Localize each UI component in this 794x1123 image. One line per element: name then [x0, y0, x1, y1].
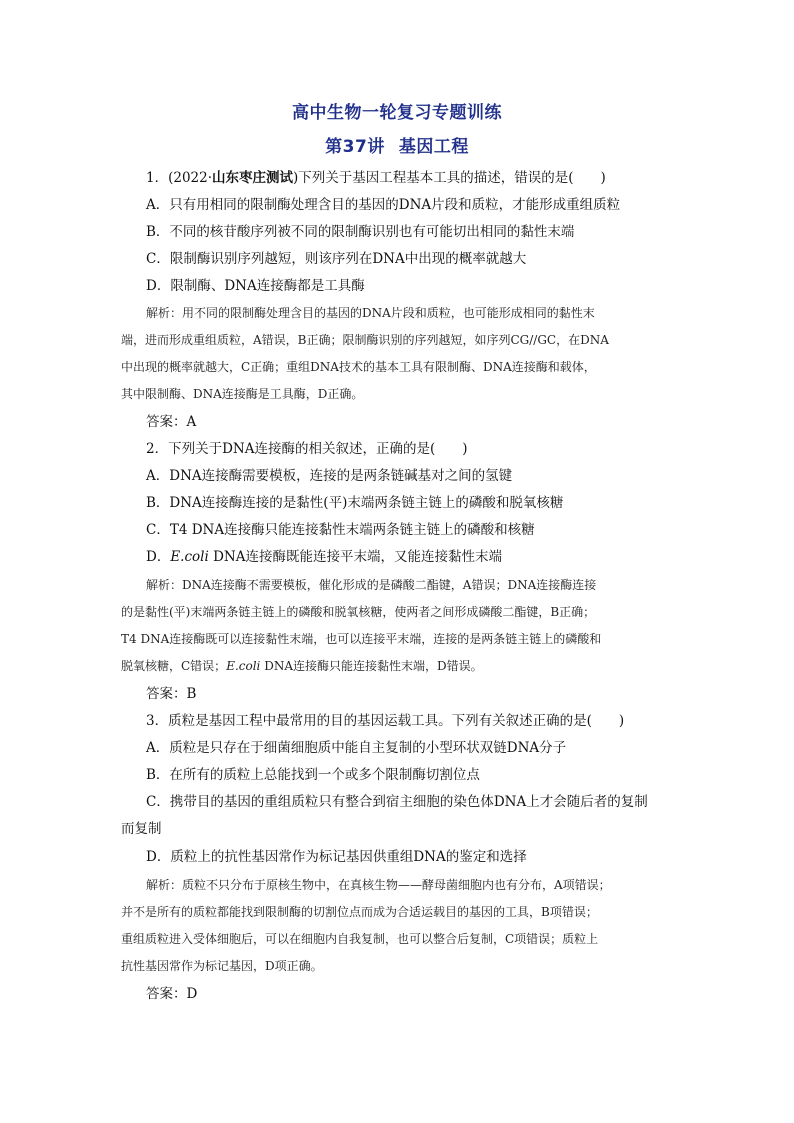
q1-stem-prefix: 1．(2022· — [146, 170, 213, 186]
q2-explanation-line: T4 DNA连接酶既可以连接黏性末端，也可以连接平末端，连接的是两条链主链上的磷酸和 — [121, 632, 602, 646]
q2-explanation-line: 的是黏性(平)末端两条链主链上的磷酸和脱氧核糖，使两者之间形成磷酸二酯键，B正确； — [121, 605, 596, 619]
q3-explanation-line: 抗性基因常作为标记基因，D项正确。 — [121, 959, 323, 973]
q2-explanation-line: 解析：DNA连接酶不需要模板，催化形成的是磷酸二酯键，A错误；DNA连接酶连接 — [146, 578, 597, 592]
q1-option-a: A．只有用相同的限制酶处理含目的基因的DNA片段和质粒，才能形成重组质粒 — [146, 197, 621, 213]
q3-option-b: B．在所有的质粒上总能找到一个或多个限制酶切割位点 — [146, 767, 480, 783]
q2-option-d-rest: DNA连接酶既能连接平末端，又能连接黏性末端 — [208, 549, 502, 565]
lecture-name: 基因工程 — [398, 137, 469, 157]
q2-exp-last-prefix: 脱氧核糖，C错误； — [121, 659, 227, 673]
q2-answer: 答案：B — [146, 686, 197, 702]
q2-option-b: B．DNA连接酶连接的是黏性(平)末端两条链主链上的磷酸和脱氧核糖 — [146, 495, 564, 511]
q2-option-d — [146, 548, 502, 566]
q2-exp-last-rest: DNA连接酶只能连接黏性末端，D错误。 — [260, 659, 483, 673]
q3-option-c-continued: 而复制 — [121, 821, 162, 837]
lecture-title — [0, 132, 794, 157]
q1-source: 山东枣庄测试 — [212, 170, 294, 186]
q3-option-d: D．质粒上的抗性基因常作为标记基因供重组DNA的鉴定和选择 — [146, 849, 527, 865]
q1-explanation-line: 端，进而形成重组质粒，A错误，B正确；限制酶识别的序列越短，如序列CG//GC，在DNA — [121, 333, 609, 347]
q1-stem — [146, 169, 606, 187]
q2-exp-last-ecoli: E.coli — [226, 659, 261, 673]
q2-stem: 2．下列关于DNA连接酶的相关叙述，正确的是( ) — [146, 441, 468, 457]
q1-option-d: D．限制酶、DNA连接酶都是工具酶 — [146, 278, 365, 294]
q3-answer: 答案：D — [146, 986, 198, 1002]
q1-option-c: C．限制酶识别序列越短，则该序列在DNA中出现的概率就越大 — [146, 251, 527, 267]
q3-option-c: C．携带目的基因的重组质粒只有整合到宿主细胞的染色体DNA上才会随后者的复制 — [146, 794, 648, 810]
q3-explanation-line: 重组质粒进入受体细胞后，可以在细胞内自我复制，也可以整合后复制，C项错误；质粒上 — [121, 932, 599, 946]
q3-stem: 3．质粒是基因工程中最常用的目的基因运载工具。下列有关叙述正确的是( ) — [146, 713, 625, 729]
q2-option-c: C．T4 DNA连接酶只能连接黏性末端两条链主链上的磷酸和核糖 — [146, 522, 535, 538]
q1-explanation-line: 其中限制酶、DNA连接酶是工具酶，D正确。 — [121, 387, 364, 401]
q2-option-a: A．DNA连接酶需要模板，连接的是两条链碱基对之间的氢键 — [146, 468, 513, 484]
q3-option-a: A．质粒是只存在于细菌细胞质中能自主复制的小型环状双链DNA分子 — [146, 740, 567, 756]
q3-explanation-line: 解析：质粒不只分布于原核生物中，在真核生物——酵母菌细胞内也有分布，A项错误； — [146, 878, 611, 892]
series-title: 高中生物一轮复习专题训练 — [292, 103, 502, 123]
q2-explanation-last — [121, 657, 483, 675]
q1-stem-rest: )下列关于基因工程基本工具的描述，错误的是( ) — [293, 170, 606, 186]
q2-option-d-ecoli: E.coli — [170, 549, 209, 565]
q2-option-d-prefix: D． — [146, 549, 171, 565]
q3-explanation-line: 并不是所有的质粒都能找到限制酶的切割位点而成为合适运载目的基因的工具，B项错误； — [121, 905, 598, 919]
q1-explanation-line: 中出现的概率就越大，C正确；重组DNA技术的基本工具有限制酶、DNA连接酶和载体， — [121, 360, 596, 374]
lecture-number: 第37讲 — [325, 137, 385, 157]
q1-option-b: B．不同的核苷酸序列被不同的限制酶识别也有可能切出相同的黏性末端 — [146, 224, 575, 240]
q1-answer: 答案：A — [146, 414, 197, 430]
q1-explanation-line: 解析：用不同的限制酶处理含目的基因的DNA片段和质粒，也可能形成相同的黏性末 — [146, 306, 595, 320]
